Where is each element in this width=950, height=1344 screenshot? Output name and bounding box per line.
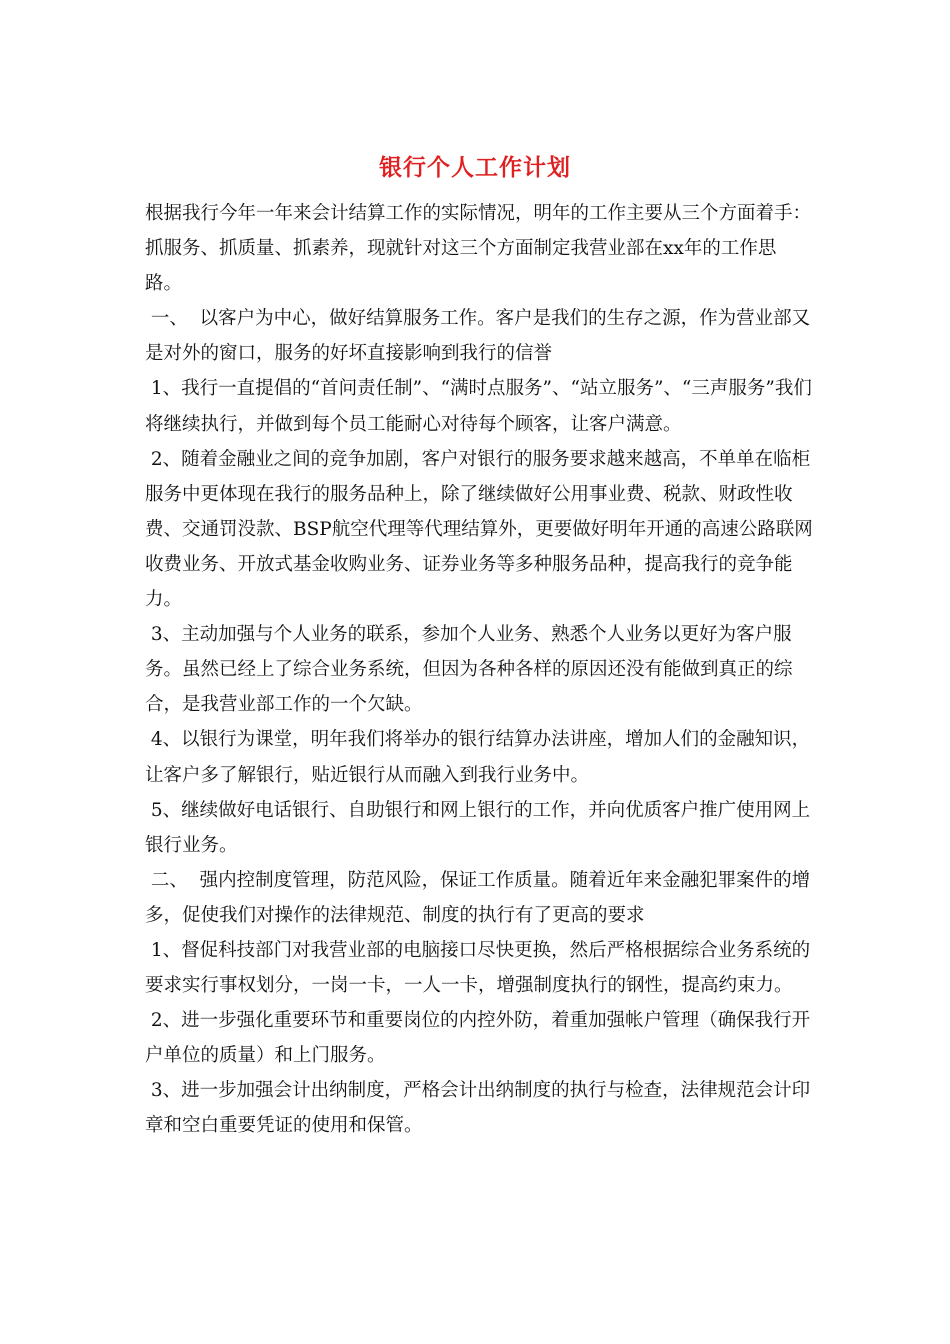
section-two-heading: 二、 强内控制度管理，防范风险，保证工作质量。随着近年来金融犯罪案件的增多，促使我们对操作的法律规范、制度的执行有了更高的要求 (145, 869, 811, 926)
section-one-item-2: 2、随着金融业之间的竞争加剧，客户对银行的服务要求越来越高，不单单在临柜服务中更体现在我行的服务品种上，除了继续做好公用事业费、税款、财政性收费、交通罚没款、BSP航空代理等代理结算外，更要做好明年开通的高速公路联网收费业务、开放式基金收购业务、证券业务等多种服务品种，提高我行的竞争能力。 (145, 448, 813, 611)
section-two-item-2: 2、进一步强化重要环节和重要岗位的内控外防，着重加强帐户管理（确保我行开户单位的质量）和上门服务。 (145, 1010, 811, 1067)
section-one-item-3: 3、主动加强与个人业务的联系，参加个人业务、熟悉个人业务以更好为客户服务。虽然已经上了综合业务系统，但因为各种各样的原因还没有能做到真正的综合，是我营业部工作的一个欠缺。 (145, 624, 793, 716)
section-one-item-5: 5、继续做好电话银行、自助银行和网上银行的工作，并向优质客户推广使用网上银行业务。 (145, 799, 811, 856)
section-one-heading: 一、 以客户为中心，做好结算服务工作。客户是我们的生存之源，作为营业部又是对外的窗口，服务的好坏直接影响到我行的信誉 (145, 308, 811, 365)
document-title: 银行个人工作计划 (379, 154, 571, 181)
section-two-item-1: 1、督促科技部门对我营业部的电脑接口尽快更换，然后严格根据综合业务系统的要求实行事权划分，一岗一卡，一人一卡，增强制度执行的钢性，提高约束力。 (145, 939, 811, 997)
document-body (145, 196, 813, 1144)
section-one-item-1: 1、我行一直提倡的“首问责任制”、“满时点服务”、“站立服务”、“三声服务”我们将继续执行，并做到每个员工能耐心对待每个顾客，让客户满意。 (145, 378, 812, 435)
section-one-item-4: 4、以银行为课堂，明年我们将举办的银行结算办法讲座，增加人们的金融知识，让客户多了解银行，贴近银行从而融入到我行业务中。 (145, 729, 811, 786)
intro-paragraph: 根据我行今年一年来会计结算工作的实际情况，明年的工作主要从三个方面着手：抓服务、抓质量、抓素养，现就针对这三个方面制定我营业部在xx年的工作思路。 (145, 203, 812, 295)
section-two-item-3: 3、进一步加强会计出纳制度，严格会计出纳制度的执行与检查，法律规范会计印章和空白重要凭证的使用和保管。 (145, 1080, 811, 1137)
